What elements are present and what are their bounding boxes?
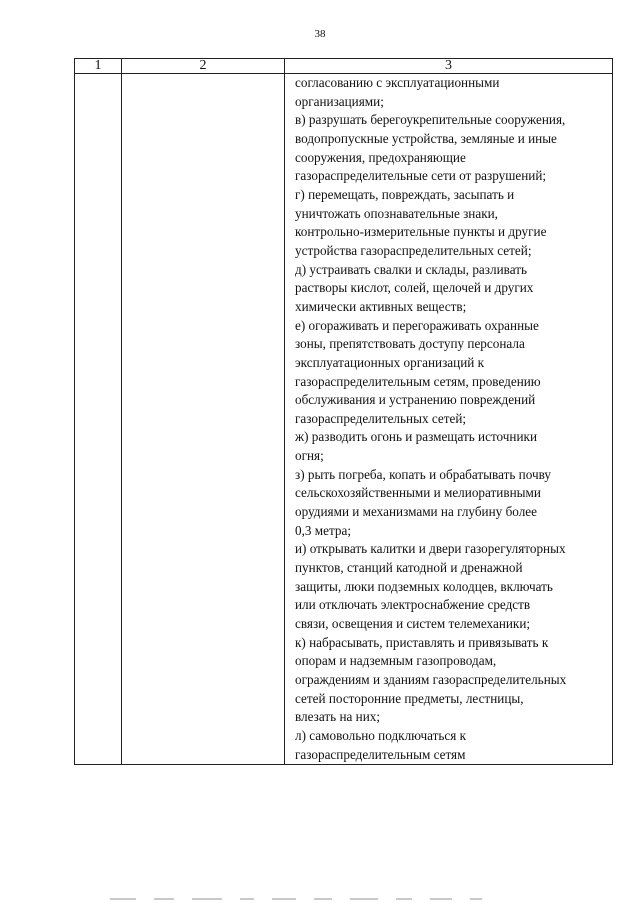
text-line: и) открывать калитки и двери газорегуляторных	[295, 541, 566, 557]
cell-col-2	[122, 74, 285, 765]
text-line: г) перемещать, повреждать, засыпать и	[295, 186, 515, 202]
text-line: ж) разводить огонь и размещать источники	[295, 429, 538, 445]
page-number: 38	[314, 28, 326, 40]
cell-col-1	[75, 74, 122, 765]
text-line: устройства газораспределительных сетей;	[295, 242, 532, 258]
text-line: опорам и надземным газопроводам,	[295, 653, 497, 669]
text-line: сельскохозяйственными и мелиоративными	[295, 485, 541, 501]
text-line: ограждениям и зданиям газораспределительных	[295, 672, 567, 687]
text-line: водопропускные устройства, земляные и иные	[295, 130, 557, 146]
text-line: газораспределительным сетям	[295, 746, 466, 762]
text-block	[295, 74, 608, 764]
text-line: зоны, препятствовать доступу персонала	[295, 336, 525, 352]
text-line: защиты, люки подземных колодцев, включать	[295, 578, 553, 594]
table-header-row	[75, 59, 613, 74]
text-line: з) рыть погреба, копать и обрабатывать почву	[295, 466, 551, 482]
text-line: 0,3 метра;	[295, 522, 352, 538]
text-line: связи, освещения и систем телемеханики;	[295, 616, 531, 632]
text-line: газораспределительных сетей;	[295, 410, 467, 426]
text-line: пунктов, станций катодной и дренажной	[295, 560, 523, 576]
text-line: уничтожать опознавательные знаки,	[295, 205, 498, 221]
text-line: организациями;	[295, 93, 384, 109]
column-header-2: 2	[122, 59, 285, 74]
table-row	[75, 74, 613, 765]
text-line: обслуживания и устранению повреждений	[295, 392, 536, 408]
text-line: д) устраивать свалки и склады, разливать	[295, 261, 527, 277]
column-header-1: 1	[75, 59, 122, 74]
text-line: в) разрушать берегоукрепительные сооружения,	[295, 112, 566, 128]
text-line: орудиями и механизмами на глубину более	[295, 504, 537, 520]
document-table	[74, 58, 613, 765]
text-line: л) самовольно подключаться к	[295, 727, 467, 743]
text-line: контрольно-измерительные пункты и другие	[295, 224, 547, 240]
text-line: огня;	[295, 448, 324, 464]
text-line: согласованию с эксплуатационными	[295, 75, 500, 90]
text-line: или отключать электроснабжение средств	[295, 597, 531, 613]
text-line: растворы кислот, солей, щелочей и других	[295, 280, 534, 296]
column-header-3: 3	[285, 59, 613, 74]
text-line: газораспределительные сети от разрушений;	[295, 168, 547, 184]
text-line: к) набрасывать, приставлять и привязывать к	[295, 634, 549, 650]
text-line: е) огораживать и перегораживать охранные	[295, 317, 539, 333]
text-line: сетей посторонние предметы, лестницы,	[295, 690, 524, 706]
text-line: химически активных веществ;	[295, 298, 467, 314]
text-line: сооружения, предохраняющие	[295, 149, 466, 165]
text-line: газораспределительным сетям, проведению	[295, 373, 541, 389]
text-line: влезать на них;	[295, 709, 381, 725]
cell-col-3	[285, 74, 613, 765]
scan-artifact-marks	[110, 890, 610, 896]
text-line: эксплуатационных организаций к	[295, 354, 485, 370]
